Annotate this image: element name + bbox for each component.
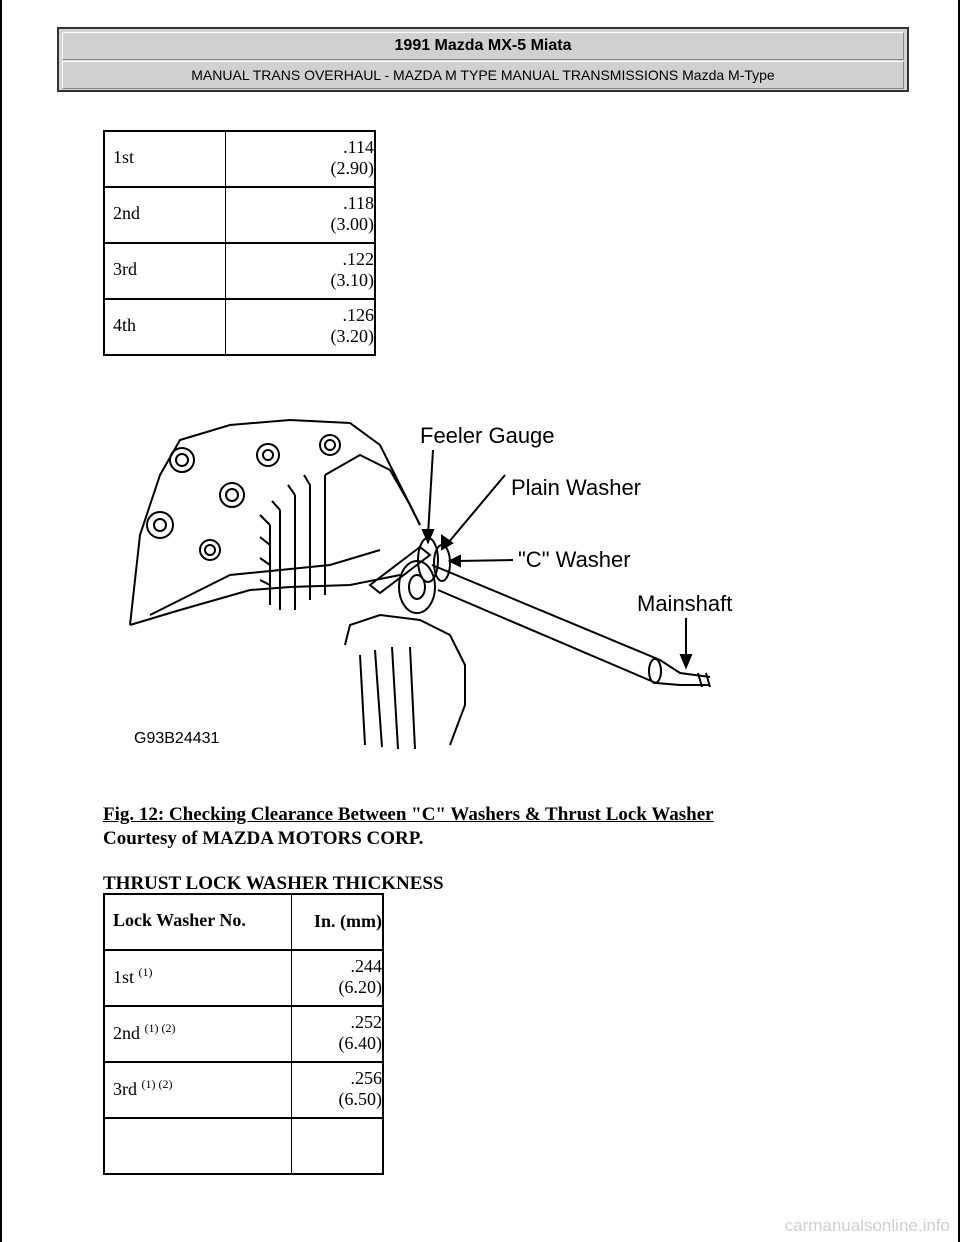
table-row — [104, 131, 375, 187]
thrust-lock-washer-table — [103, 893, 384, 1175]
clearance-spec-table — [103, 130, 376, 356]
row-notes: (1) — [138, 964, 153, 979]
figure-caption — [103, 804, 714, 826]
row-value — [225, 187, 375, 243]
table-row — [104, 1118, 383, 1174]
row-label — [104, 1062, 291, 1118]
row-label: 2nd — [104, 187, 225, 243]
value-mm: (3.10) — [330, 270, 374, 290]
table-row — [104, 187, 375, 243]
value-mm: (3.00) — [330, 214, 374, 234]
label-c-washer: "C" Washer — [518, 547, 631, 572]
value-in: .244 — [350, 956, 382, 976]
row-label-text: 3rd — [113, 1078, 137, 1099]
row-value — [291, 1118, 383, 1174]
page-border-left — [0, 0, 2, 1242]
value-mm: (6.20) — [338, 977, 382, 997]
row-label: 4th — [104, 299, 225, 355]
header-in-mm: In. (mm) — [291, 894, 383, 950]
row-label — [104, 1118, 291, 1174]
figure-caption-text: Fig. 12: Checking Clearance Between "C" Washers & Thrust Lock Washer — [103, 804, 714, 825]
row-label — [104, 1006, 291, 1062]
section-title: THRUST LOCK WASHER THICKNESS — [103, 873, 444, 894]
header-lock-washer-no: Lock Washer No. — [104, 894, 291, 950]
row-value — [225, 299, 375, 355]
value-in: .122 — [342, 249, 374, 269]
table-row — [104, 950, 383, 1006]
row-label-text: 1st — [113, 966, 135, 987]
value-in: .126 — [342, 305, 374, 325]
value-mm: (3.20) — [330, 326, 374, 346]
figure-code: G93B24431 — [134, 730, 220, 747]
label-feeler-gauge: Feeler Gauge — [420, 423, 555, 448]
row-notes: (1) (2) — [141, 1076, 173, 1091]
row-value — [225, 243, 375, 299]
table-row — [104, 1006, 383, 1062]
table-row — [104, 299, 375, 355]
row-value — [225, 131, 375, 187]
label-mainshaft: Mainshaft — [637, 591, 733, 616]
figure-courtesy: Courtesy of MAZDA MOTORS CORP. — [103, 828, 424, 849]
row-value — [291, 950, 383, 1006]
row-value — [291, 1062, 383, 1118]
row-label-text: 2nd — [113, 1022, 140, 1043]
row-value — [291, 1006, 383, 1062]
value-in: .256 — [350, 1068, 382, 1088]
table-row — [104, 243, 375, 299]
row-notes: (1) (2) — [144, 1020, 176, 1035]
watermark: carmanualsonline.info — [784, 1216, 950, 1235]
document-subtitle: MANUAL TRANS OVERHAUL - MAZDA M TYPE MANUAL TRANSMISSIONS Mazda M-Type — [62, 61, 904, 89]
table-header-row — [104, 894, 383, 950]
document-header — [57, 27, 909, 92]
table-row — [104, 1062, 383, 1118]
value-mm: (6.40) — [338, 1033, 382, 1053]
value-mm: (6.50) — [338, 1089, 382, 1109]
value-in: .114 — [343, 137, 374, 157]
document-title: 1991 Mazda MX-5 Miata — [62, 32, 904, 60]
value-in: .118 — [343, 193, 374, 213]
row-label — [104, 950, 291, 1006]
row-label: 1st — [104, 131, 225, 187]
row-label: 3rd — [104, 243, 225, 299]
value-mm: (2.90) — [330, 158, 374, 178]
label-plain-washer: Plain Washer — [511, 475, 642, 500]
value-in: .252 — [350, 1012, 382, 1032]
clearance-check-illustration — [120, 415, 760, 755]
